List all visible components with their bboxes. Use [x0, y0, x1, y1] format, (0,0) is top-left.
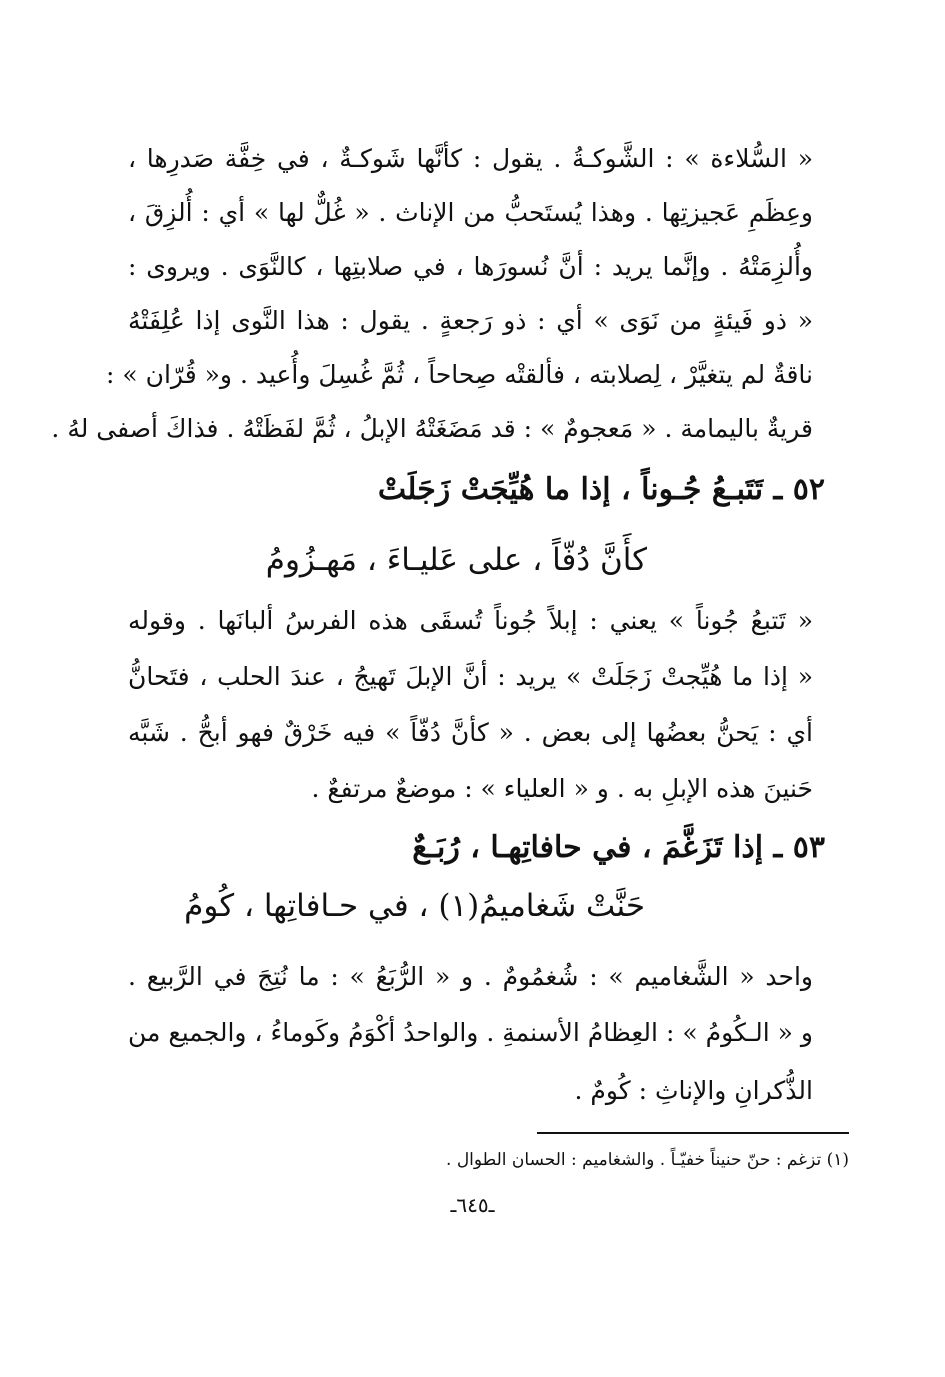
commentary-line: وأُلزِمَتْهُ . وإنَّما يريد : أنَّ نُسورَها ، في صلابتِها ، كالنَّوَى . ويروى :	[128, 252, 813, 281]
footnote-divider	[537, 1132, 849, 1134]
commentary-line: وعِظَمِ عَجيزتِها . وهذا يُستَحبُّ من الإناث . « غُلٌّ لها » أي : أُلزِقَ ،	[128, 198, 813, 227]
commentary-line: واحد « الشَّغاميم » : شُغمُومٌ . و « الرُّبَعُ » : ما نُتِجَ في الرَّبيع .	[128, 962, 813, 991]
page-number: ـ٦٤٥ـ	[450, 1193, 495, 1217]
commentary-line: حَنينَ هذه الإبلِ به . و « العلياء » : موضعٌ مرتفعٌ .	[311, 774, 813, 803]
verse-53-first-hemistich: ٥٣ ـ إذا تَزَغَّمَ ، في حافاتِهـا ، رُبَـعٌ	[412, 830, 825, 865]
verse-53-second-hemistich: حَنَّتْ شَغاميمُ(١) ، في حـافاتِها ، كُومُ	[184, 888, 645, 924]
commentary-line: أي : يَحنُّ بعضُها إلى بعض . « كأنَّ دُفّاً » فيه خَرْقٌ فهو أبحُّ . شَبَّه	[128, 718, 813, 747]
footnote: (١) تزغم : حنّ حنيناً خفيّـاً . والشغاميم : الحسان الطوال .	[446, 1150, 849, 1170]
commentary-line: الذُّكرانِ والإناثِ : كُومٌ .	[574, 1076, 813, 1105]
commentary-line: و « الـكُومُ » : العِظامُ الأسنمةِ . والواحدُ أكْوَمُ وكَوماءُ ، والجميع من	[128, 1018, 813, 1047]
commentary-line: « تَتبعُ جُوناً » يعني : إبلاً جُوناً تُسقَى هذه الفرسُ ألبانَها . وقوله	[128, 606, 813, 635]
commentary-line: ناقةٌ لم يتغيَّرْ ، لِصلابته ، فألقتْه صِحاحاً ، ثُمَّ غُسِلَ وأُعيد . و« قُرّان » :	[106, 360, 813, 389]
commentary-line: « السُّلاءة » : الشَّوكـةُ . يقول : كأنَّها شَوكـةٌ ، في خِفَّة صَدرِها ،	[128, 144, 813, 173]
commentary-line: قريةٌ باليمامة . « مَعجومٌ » : قد مَضَغَتْهُ الإبلُ ، ثُمَّ لفَظَتْهُ . فذاكَ أصفى لهُ .	[51, 414, 813, 443]
verse-52-first-hemistich: ٥٢ ـ تَتَبـعُ جُـوناً ، إذا ما هُيِّجَتْ زَجَلَتْ	[377, 472, 825, 507]
verse-52-second-hemistich: كأَنَّ دُفّاً ، على عَليـاءَ ، مَهـزُومُ	[265, 542, 647, 578]
commentary-line: « ذو فَيئةٍ من نَوَى » أي : ذو رَجعةٍ . يقول : هذا النَّوى إذا عُلِفَتْهُ	[128, 306, 813, 335]
commentary-line: « إذا ما هُيِّجتْ زَجَلَتْ » يريد : أنَّ الإبلَ تَهيجُ ، عندَ الحلب ، فتَحانُّ	[128, 662, 813, 691]
